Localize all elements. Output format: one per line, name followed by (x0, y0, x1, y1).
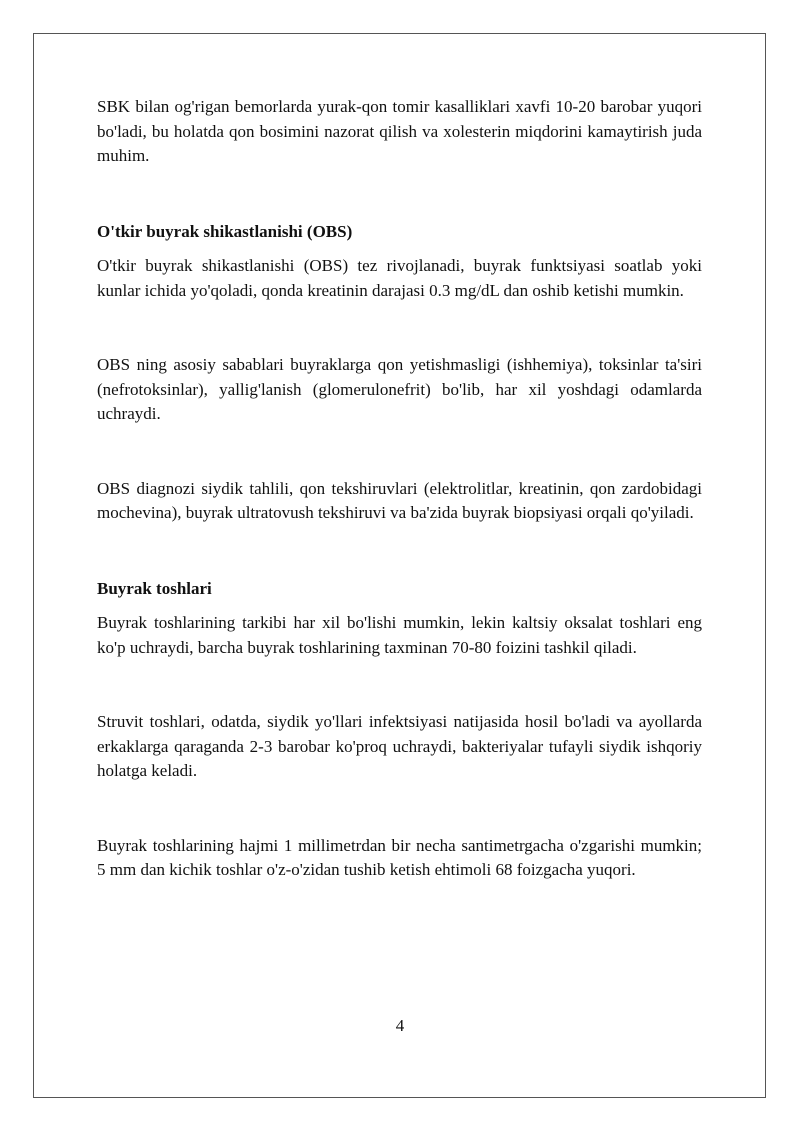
paragraph-struvite-stones: Struvit toshlari, odatda, siydik yo'llari infektsiyasi natijasida hosil bo'ladi va ayollarda erkaklarga qaraganda 2-3 barobar ko'proq uchraydi, bakteriyalar tufayli siydik ishqoriy holatga keladi. (97, 712, 702, 780)
paragraph-obs-diagnosis: OBS diagnozi siydik tahlili, qon tekshiruvlari (elektrolitlar, kreatinin, qon zardobidagi mochevina), buyrak ultratovush tekshiruvi va ba'zida buyrak biopsiyasi orqali qo'yiladi. (97, 478, 702, 522)
heading-kidney-stones: Buyrak toshlari (97, 578, 212, 598)
paragraph-sbk-cardiovascular: SBK bilan og'rigan bemorlarda yurak-qon tomir kasalliklari xavfi 10-20 barobar yuqori bo'ladi, bu holatda qon bosimini nazorat qilish va xolesterin miqdorini kamaytirish juda muhim. (97, 97, 702, 165)
document-body (97, 92, 702, 883)
paragraph-obs-causes: OBS ning asosiy sabablari buyraklarga qon yetishmasligi (ishhemiya), toksinlar ta'siri (nefrotoksinlar), yallig'lanish (glomerulonefrit) bo'lib, har xil yoshdagi odamlarda uchraydi. (97, 355, 702, 423)
paragraph-stone-composition: Buyrak toshlarining tarkibi har xil bo'lishi mumkin, lekin kaltsiy oksalat toshlari eng ko'p uchraydi, barcha buyrak toshlarining taxminan 70-80 foizini tashkil qiladi. (97, 613, 702, 657)
paragraph-obs-definition: O'tkir buyrak shikastlanishi (OBS) tez rivojlanadi, buyrak funktsiyasi soatlab yoki kunlar ichida yo'qoladi, qonda kreatinin darajasi 0.3 mg/dL dan oshib ketishi mumkin. (97, 256, 702, 300)
page-number: 4 (395, 1016, 405, 1035)
heading-obs: O'tkir buyrak shikastlanishi (OBS) (97, 221, 353, 241)
paragraph-stone-size: Buyrak toshlarining hajmi 1 millimetrdan bir necha santimetrgacha o'zgarishi mumkin; 5 mm dan kichik toshlar o'z-o'zidan tushib ketish ehtimoli 68 foizgacha yuqori. (97, 835, 702, 879)
